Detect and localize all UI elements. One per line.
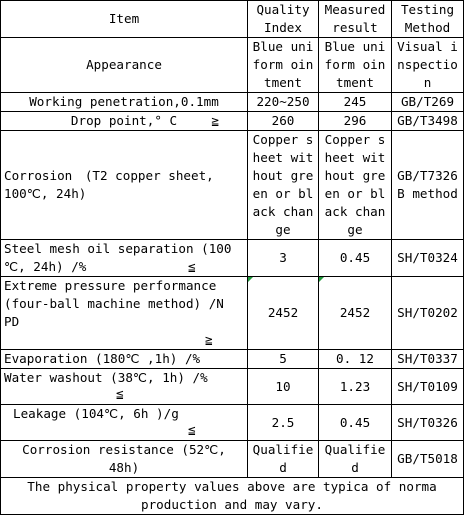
index-cell: 2.5 (248, 405, 319, 441)
result-text: 2452 (339, 305, 371, 320)
method-cell: SH/T0326 (392, 405, 464, 441)
method-cell: SH/T0202 (392, 277, 464, 350)
item-cell: Working penetration,0.1mm (1, 93, 248, 112)
method-cell: SH/T0337 (392, 350, 464, 369)
result-cell: 0.45 (319, 405, 392, 441)
header-measured-result: Measured result (319, 1, 392, 38)
item-cell (1, 369, 248, 405)
ge-symbol: ≧ (205, 332, 213, 347)
index-cell: Blue uniform ointment (248, 38, 319, 93)
item-text: Extreme pressure performance (four-ball machine method) /N PD (4, 278, 224, 329)
table-row (1, 240, 464, 277)
index-text: 2452 (267, 305, 299, 320)
table-row (1, 350, 464, 369)
method-cell: SH/T0109 (392, 369, 464, 405)
result-cell: 0. 12 (319, 350, 392, 369)
index-cell: 5 (248, 350, 319, 369)
result-cell: Copper sheet without green or black change (319, 131, 392, 240)
header-item: Item (1, 1, 248, 38)
item-cell (1, 277, 248, 350)
index-cell: 10 (248, 369, 319, 405)
table-row (1, 38, 464, 93)
table-row (1, 441, 464, 478)
header-row (1, 1, 464, 38)
table-row (1, 112, 464, 131)
le-symbol: ≦ (116, 386, 124, 401)
result-cell: 296 (319, 112, 392, 131)
index-cell: Copper sheet without green or black change (248, 131, 319, 240)
method-cell: GB/T3498 (392, 112, 464, 131)
table-row (1, 369, 464, 405)
le-symbol: ≦ (188, 259, 196, 274)
header-testing-method: Testing Method (392, 1, 464, 38)
method-cell: SH/T0324 (392, 240, 464, 277)
result-cell: Qualified (319, 441, 392, 478)
item-text: Steel mesh oil separation (100 ℃, 24h) /% (4, 241, 232, 274)
method-cell: GB/T5018 (392, 441, 464, 478)
item-cell (1, 112, 248, 131)
item-cell: Corrosion resistance (52℃, 48h) (1, 441, 248, 478)
index-cell: 3 (248, 240, 319, 277)
comment-marker-icon (319, 277, 324, 282)
item-cell (1, 405, 248, 441)
result-cell: Blue uniform ointment (319, 38, 392, 93)
item-cell: Evaporation (180℃ ,1h) /% (1, 350, 248, 369)
ge-symbol: ≧ (211, 113, 219, 128)
item-text: Leakage (104℃, 6h )/g (13, 406, 179, 421)
item-cell (1, 240, 248, 277)
header-quality-index: Quality Index (248, 1, 319, 38)
comment-marker-icon (248, 277, 253, 282)
result-cell: 245 (319, 93, 392, 112)
method-cell: GB/T269 (392, 93, 464, 112)
footnote: The physical property values above are typica of norma production and may vary. (1, 478, 464, 515)
method-cell: GB/T7326 B method (392, 131, 464, 240)
table-row (1, 277, 464, 350)
le-symbol: ≦ (188, 422, 196, 437)
item-cell: Appearance (1, 38, 248, 93)
item-text: Drop point,° C (70, 113, 178, 128)
footnote-row (1, 478, 464, 515)
method-cell: Visual inspection (392, 38, 464, 93)
index-cell (248, 277, 319, 350)
index-cell: 220~250 (248, 93, 319, 112)
item-cell: Corrosion (T2 copper sheet, 100℃, 24h) (1, 131, 248, 240)
index-cell: Qualified (248, 441, 319, 478)
result-cell: 1.23 (319, 369, 392, 405)
table-row (1, 405, 464, 441)
result-cell (319, 277, 392, 350)
index-cell: 260 (248, 112, 319, 131)
table-row (1, 93, 464, 112)
table-row (1, 131, 464, 240)
result-cell: 0.45 (319, 240, 392, 277)
item-text: Water washout (38℃, 1h) /% (4, 370, 208, 385)
